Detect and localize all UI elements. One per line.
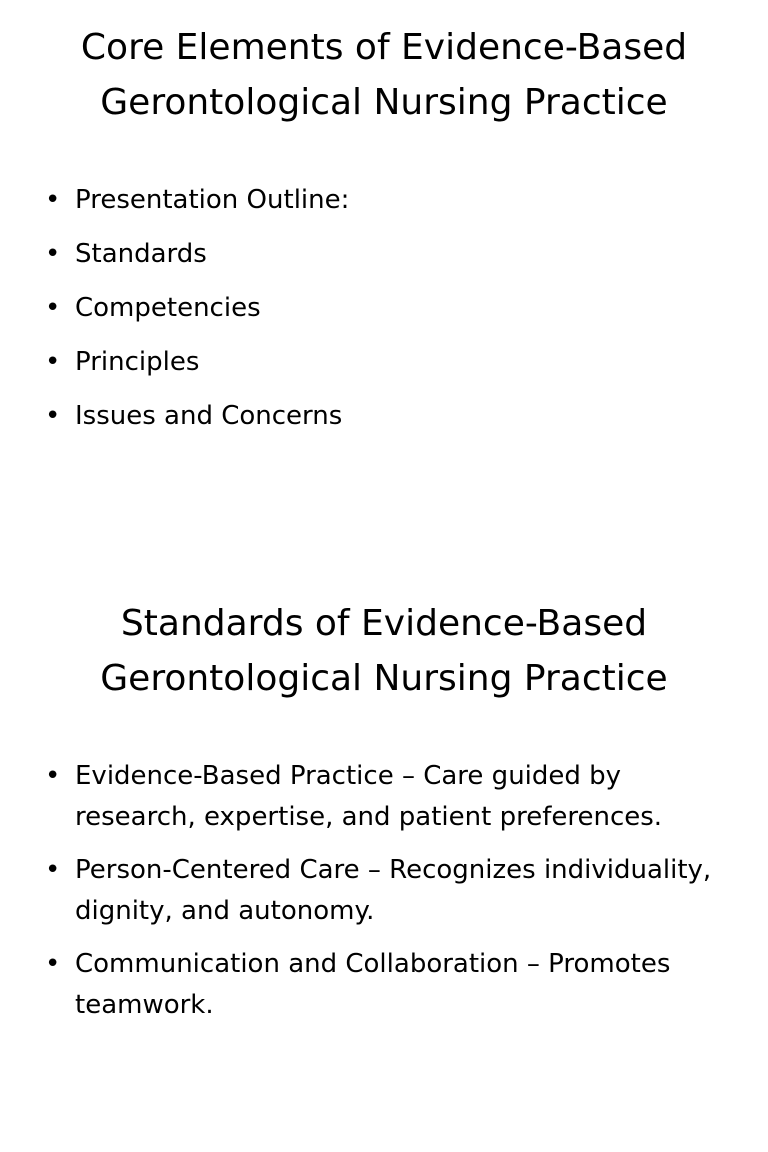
list-item — [0, 342, 768, 382]
list-item — [0, 944, 768, 1026]
list-item-text: Principles — [75, 347, 200, 377]
list-item — [0, 288, 768, 328]
bullet-icon: • — [45, 185, 61, 215]
slide-standards — [0, 576, 768, 1152]
list-item — [0, 234, 768, 274]
list-item — [0, 396, 768, 436]
slide-title: Standards of Evidence-Based Gerontological Nursing Practice — [100, 603, 668, 699]
list-item-text: Standards — [75, 239, 207, 269]
list-item-text: Person-Centered Care – Recognizes individuality, dignity, and autonomy. — [75, 855, 712, 926]
bullet-icon: • — [45, 949, 61, 979]
list-item — [0, 756, 768, 838]
outline-list — [0, 180, 768, 450]
bullet-icon: • — [45, 239, 61, 269]
list-item-text: Issues and Concerns — [75, 401, 343, 431]
bullet-icon: • — [45, 401, 61, 431]
list-item-text: Competencies — [75, 293, 261, 323]
bullet-icon: • — [45, 761, 61, 791]
list-item-text: Presentation Outline: — [75, 185, 350, 215]
list-item-text: Evidence-Based Practice – Care guided by research, expertise, and patient preferences. — [75, 761, 663, 832]
list-item — [0, 180, 768, 220]
bullet-icon: • — [45, 293, 61, 323]
slide-title: Core Elements of Evidence-Based Gerontological Nursing Practice — [80, 27, 688, 123]
standards-list — [0, 756, 768, 1038]
list-item — [0, 850, 768, 932]
bullet-icon: • — [45, 855, 61, 885]
bullet-icon: • — [45, 347, 61, 377]
list-item-text: Communication and Collaboration – Promotes teamwork. — [75, 949, 671, 1020]
